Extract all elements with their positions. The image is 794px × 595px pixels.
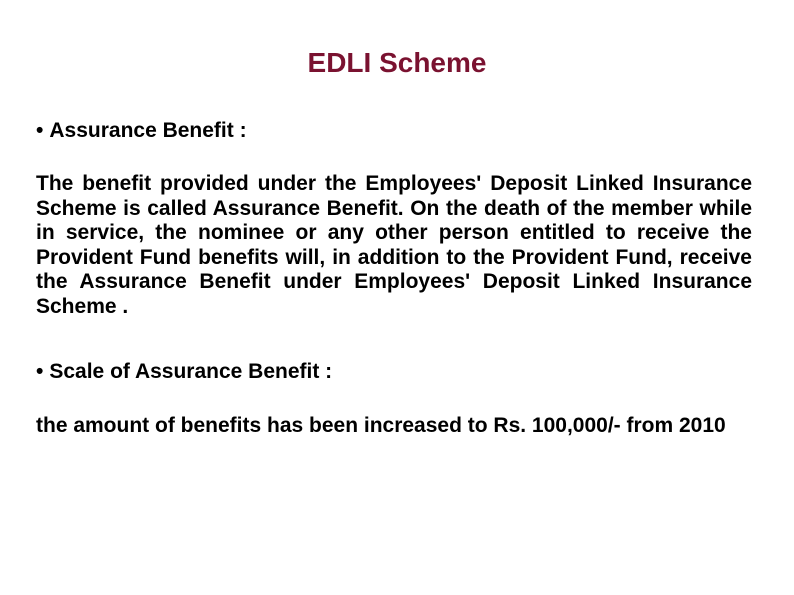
section-heading-label: Assurance Benefit : (49, 119, 247, 142)
section-heading-label: Scale of Assurance Benefit : (49, 360, 333, 383)
bullet-icon: • (36, 360, 44, 383)
assurance-benefit-paragraph: The benefit provided under the Employees' Deposit Linked Insurance Scheme is called Assurance Benefit. On the death of the member while in service, the nominee or any other person entitled to receive the Provident Fund benefits will, in addition to the Provident Fund, receive the Assurance Benefit under Employees' Deposit Linked Insurance Scheme . (36, 172, 752, 318)
section-heading-assurance-benefit (36, 118, 247, 144)
scale-of-benefit-paragraph: the amount of benefits has been increased to Rs. 100,000/- from 2010 (36, 414, 726, 437)
bullet-icon: • (36, 119, 44, 142)
section-heading-scale-of-assurance-benefit (36, 359, 332, 385)
page-title: EDLI Scheme (307, 47, 487, 78)
